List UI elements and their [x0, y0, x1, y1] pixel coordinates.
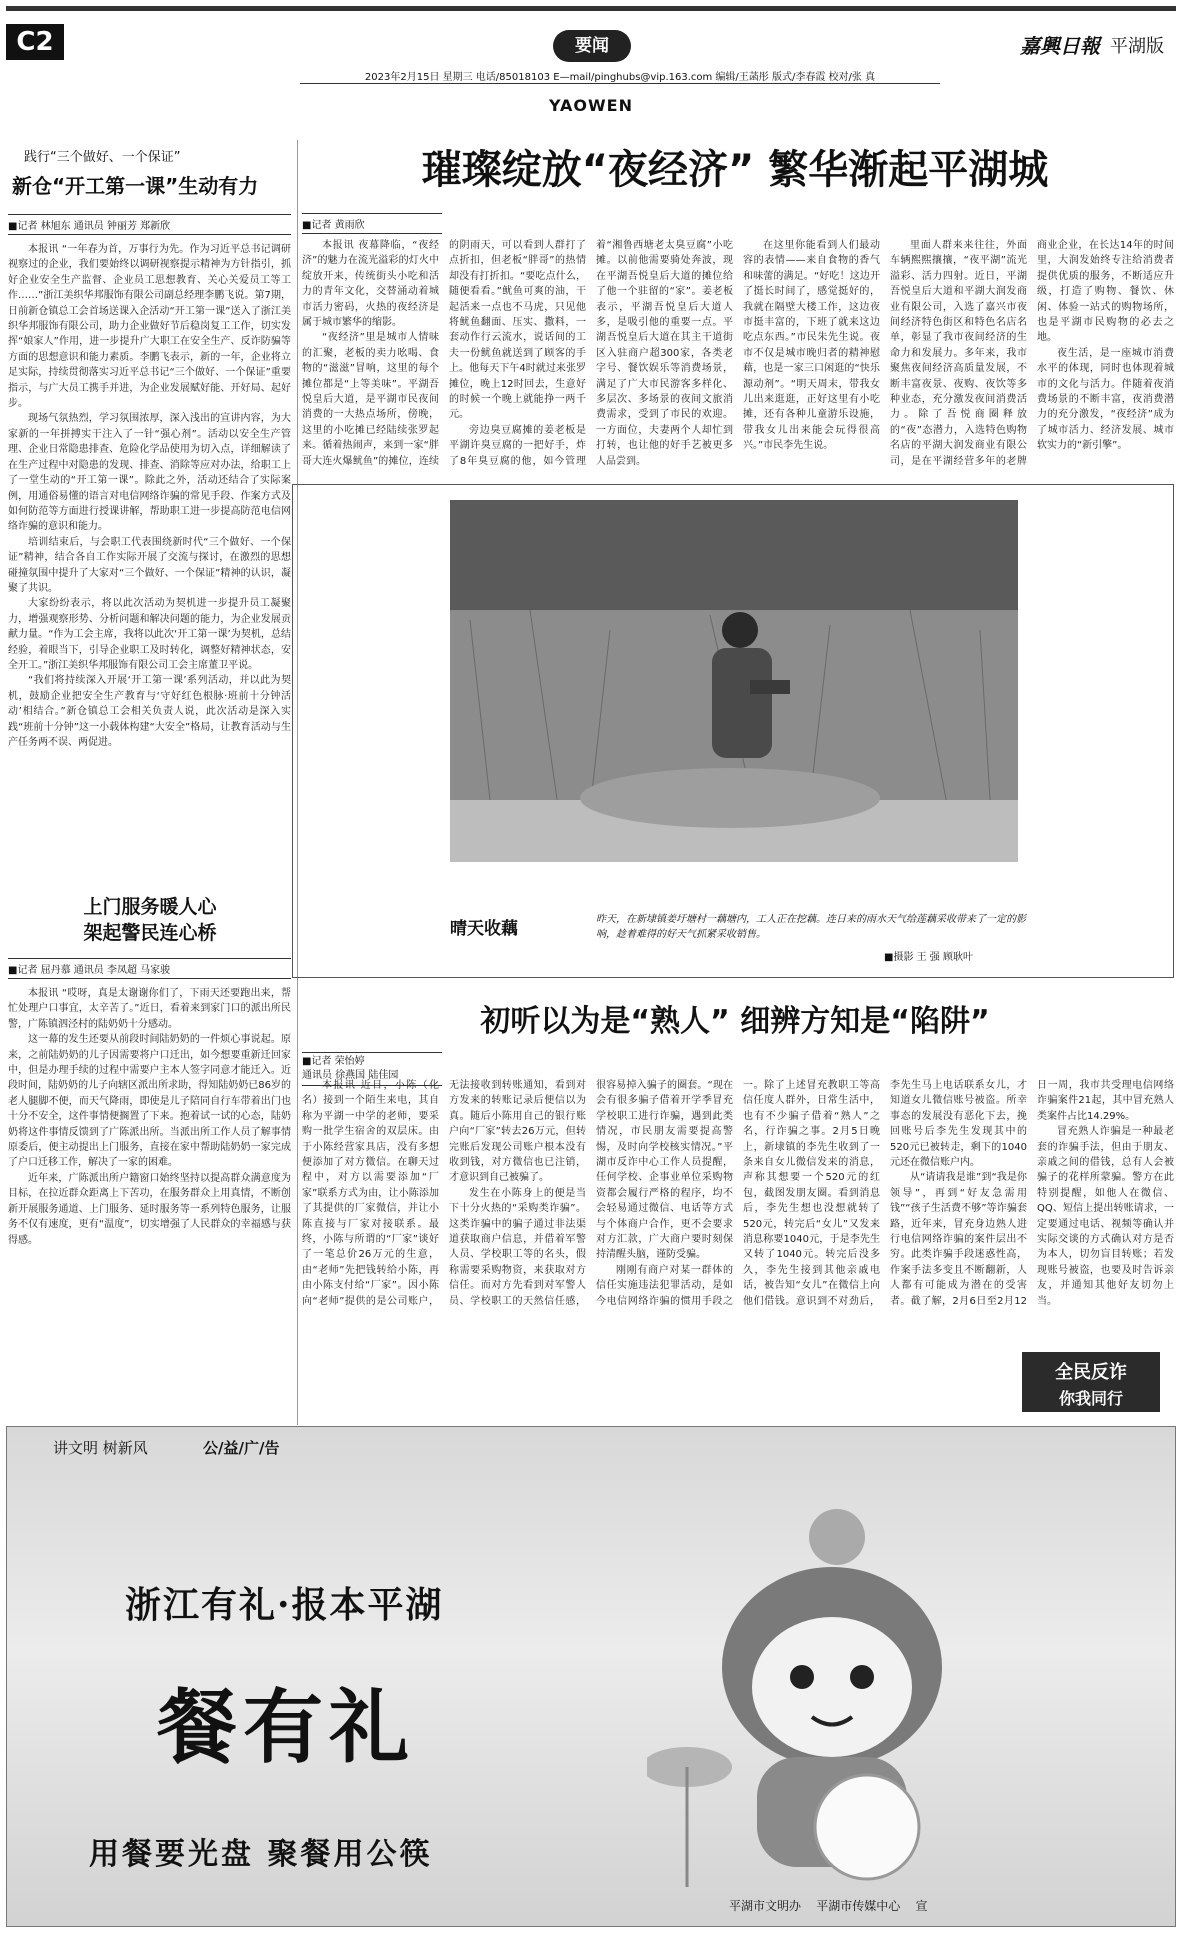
top-rule	[6, 6, 1176, 11]
article3-paragraph: 在这里你能看到人们最动容的表情——来自食物的香气和味蕾的满足。“好吃！这边开了挺长时间了，感觉挺好的，我就在隔壁大楼工作，这边夜市挺丰富的，下班了就来这边吃点东西。”市民朱先生说。夜市不仅是城市晚归者的精神慰藉，也是一家三口闲逛的“快乐源动剂”。“明天周末，带我女儿出来逛逛，正好这里有小吃摊，还有各种儿童游乐设施，带我女儿出来能会玩得很高兴。”市民李先生说。	[743, 240, 880, 452]
article4-title: 初听以为是“熟人” 细辨方知是“陷阱”	[480, 1004, 990, 1039]
dateline: 2023年2月15日 星期三 电话/85018103 E—mail/pinghubs@vip.163.com 编辑/王菡彤 版式/李春霞 校对/张 真	[364, 72, 876, 83]
article3-byline: ■记者 黄雨欣	[302, 213, 442, 234]
ad-label-left: 讲文明 树新风	[53, 1439, 148, 1457]
article1-title: 新仓“开工第一课”生动有力	[12, 174, 259, 198]
article4-paragraph: 从“请请我是谁”到“我是你领导”，再到“好友急需用钱”“孩子生活费不够”等诈骗套路，近年来，冒充身边熟人进行电信网络诈骗的案件层出不穷。此类诈骗手段迷惑性高，作案手法多变且不断翻新，人人都有可能成为潜在的受害者。截了解，2月6日至2月12日一周，我市共受理电信网络诈骗案件21起，其中冒充熟人类案件占比14.29%。	[890, 1080, 1174, 1307]
article3-body	[302, 238, 1174, 470]
article3-paragraph: 旁边臭豆腐摊的姜老板是平湖许臭豆腐的一把好手，炸了8年臭豆腐的他，如今管理着“湘鲁西塘老太臭豆腐”小吃摊。以前他需要骑处奔波，现在平湖吾悦皇后大道的摊位给了他一个驻留的“家”。姜老板表示，平湖吾悦皇后大道人多，是吸引他的重要一点。平湖吾悦皇后大道在其主干道街区入驻商户超300家，各类老字号、餐饮娱乐等消费场景，满足了广大市民游客多样化、多层次、多场景的夜间文旅消费需求，受到了市民的欢迎。一方面位，夫妻两个人却忙到打转，也让他的好手艺被更多人品尝到。	[449, 240, 733, 467]
article2-body	[8, 986, 291, 1420]
photo-illustration	[450, 500, 1018, 862]
article2-paragraph: 这一幕的发生还要从前段时间陆奶奶的一件烦心事说起。原来，之前陆奶奶的儿子因需要将户口迁出，如今想要重新迁回家中，但是办理手续的过程中需要户主本人签字同意才能迁入。近段时间，陆奶奶的儿子向辖区派出所求助，得知陆奶奶已86岁的老人腿脚不便，而天气降雨，即使是儿子陪同自行车带着出门也十分不安全，这件事情便搁置了下来。抱着试一试的心态，陆奶奶将这件事情反馈到了广陈派出所。当派出所工作人员了解事情原委后，便主动提出上门服务，直接在家中帮助陆奶奶一家完成了户口迁移工作，解决了一家的困难。	[8, 1034, 291, 1169]
article4-paragraph: 刚刚有商户对某一群体的信任实施违法犯罪活动，是如今电信网络诈骗的惯用手段之一。除了上述冒充教职工等高信任度人群外，日常生活中，也有不少骗子借着“熟人”之名，行诈骗之事。2月5日晚上，新埭镇的李先生收到了一条来自女儿微信发来的消息，声称其想要一个520元的红包，截图发朋友圈。看到消息后，李先生想也没想就转了520元，转完后“女儿”又发来消息称要1040元，于是李先生又转了1040元。转完后没多久，李先生接到其他亲戚电话，被告知“女儿”在微信上向他们借钱。意识到不对劲后，李先生马上电话联系女儿，才知道女儿微信账号被盗。所幸事态的发展没有恶化下去，挽回账号后李先生发现其中的520元已被转走，剩下的1040元还在微信账户内。	[596, 1080, 1027, 1307]
mascot-illustration	[647, 1467, 1007, 1897]
article3-paragraph: “夜经济”里是城市人情味的汇聚，老板的卖力吆喝、食物的“滋滋”冒响，这里的每个摊位都是“上等美味”。平湖吾悦皇后大道，是平湖市民夜间消费的一大热点场所，傍晚，这里的小吃摊已经陆续张罗起来。循着热闹声，来到一家“胖哥大连火爆鱿鱼”的摊位，连续的阴雨天，可以看到人群打了点折扣，但老板“胖哥”的热情却没有打折扣。“要吃点什么，随便看看。”鱿鱼可爽的油，干起活来一点也不马虎，只见他将鱿鱼翻面、压实、撒料，一套动作行云流水，说话间的工夫一份鱿鱼就送到了顾客的手上。他每天下午4时就过来张罗摊位，晚上12时回去，生意好的时候一个晚上就能挣一两千元。	[302, 240, 586, 467]
edition-label: 平湖版	[1110, 36, 1164, 57]
public-ad	[6, 1426, 1176, 1927]
article1-paragraph: “我们将持续深入开展‘开工第一课’系列活动，并以此为契机，鼓励企业把安全生产教育与‘守好红色根脉·班前十分钟活动’相结合。”新仓镇总工会相关负责人说，此次活动是深入实践“班前十分钟”这一小载体构建“大安全”格局，让教育活动与生产任务两不误、两促进。	[8, 675, 291, 748]
ad-slogan: 用餐要光盘 聚餐用公筷	[89, 1837, 433, 1872]
anti-fraud-badge-line1: 全民反诈	[1055, 1362, 1127, 1383]
lotus-harvest-photo	[450, 500, 1018, 862]
article4-paragraph: 发生在小陈身上的便是当下十分火热的“采购类诈骗”。这类诈骗中的骗子通过非法渠道获取商户信息，并借着军警人员、学校职工等的名头，假称需要采购物资，来获取对方信任。而对方先看到对军警人员、学校职工的天然信任感，很容易掉入骗子的圈套。“现在会有很多骗子借着开学季冒充学校职工进行诈骗，遇到此类情况，市民朋友需要提高警惕，及时向学校核实情况。”平湖市反诈中心工作人员提醒，任何学校、企事业单位采购物资都会履行严格的程序，均不会轻易通过微信、电话等方式与个体商户合作，更不会要求对方汇款，广大商户要时刻保持清醒头脑，谨防受骗。	[449, 1080, 733, 1307]
article4-paragraph: 本报讯 近日，小陈（化名）接到一个陌生来电，其自称为平湖一中学的老师，要采购一批学生宿舍的双层床。由于小陈经营家具店，没有多想便添加了对方微信。在聊天过程中，对方以需要添加“厂家”联系方式为由，让小陈添加了其提供的厂家微信，并让小陈直接与厂家对接联系。最终，小陈与所谓的“厂家”谈好了一笔总价26万元的生意，由“老师”先把钱转给小陈，再由小陈支付给“厂家”。因小陈向“老师”提供的是公司账户，无法接收到转账通知，看到对方发来的转账记录后便信以为真。随后小陈用自己的银行账户向“厂家”转去26万元，但转完账后发现公司账户根本没有收到钱，对方微信也已注销，才意识到自己被骗了。	[302, 1080, 586, 1307]
article2-title-line2: 架起警民连心桥	[83, 922, 217, 944]
masthead-rule	[300, 83, 940, 84]
ad-sponsor: 平湖市文明办 平湖市传媒中心 宣	[729, 1899, 928, 1913]
article3-paragraph: 夜生活，是一座城市消费水平的体现，同时也体现着城市的文化与活力。伴随着夜消费场景的不断丰富，夜消费潜力的充分激发，“夜经济”成为了城市活力、经济发展、城市软实力的“新引擎”。	[1037, 347, 1174, 452]
article4-paragraph: 冒充熟人诈骗是一种最老套的诈骗手法，但由于朋友、亲戚之间的借钱，总有人会被骗子的花样所蒙骗。警方在此特别提醒，如他人在微信、QQ、短信上提出转账请求，一定要通过电话、视频等确认并实际交谈的方式确认对方是否为本人，切勿盲目转账；若发现账号被盗，也要及时告诉亲友，并通知其他好友切勿上当。	[1037, 1126, 1174, 1307]
section-seal: 要闻	[553, 30, 631, 62]
article1-paragraph: 培训结束后，与会职工代表围绕新时代“三个做好、一个保证”精神，结合各自工作实际开展了交流与探讨，在激烈的思想碰撞氛围中提升了大家对“三个做好、一个保证”精神的认识，凝聚了共识。	[8, 536, 291, 594]
article1-paragraph: 本报讯 “一年春为首，万事行为先。作为习近平总书记调研视察过的企业，我们要始终以调研视察提示精神为方针指引，抓好企业安全生产监督、企业员工思想教育、关心关爱员工等工作……”浙江美织华邦服饰有限公司副总经理李鹏飞说。第7期，日前新仓镇总工会首场送课入企活动“开工第一课”送入了浙江美织华邦服饰有限公司，助力企业做好节后稳岗复工工作，切实发挥“娘家人”作用，进一步提升广大职工在安全生产、反诈防骗等方面的思想意识和能力素质。李鹏飞表示，新的一年，企业将立足实际，持续贯彻落实习近平总书记“三个做好、一个保证”重要指示，与广大员工携手并进，为企业发展赋好能、开好局、起好步。	[8, 244, 291, 410]
article2-byline: ■记者 屈丹慕 通讯员 李凤超 马家骏	[8, 958, 291, 979]
photo-caption: 昨天，在新埭镇姜圩塘村一藕塘内，工人正在挖藕。连日来的雨水天气给莲藕采收带来了一定的影响，趁着难得的好天气抓紧采收销售。	[596, 914, 1026, 940]
paper-logo: 嘉興日報	[1020, 34, 1100, 58]
ad-big-title: 餐有礼	[157, 1680, 415, 1774]
article4-byline: ■记者 荣怡婷 通讯员 徐燕国 陆佳园	[302, 1052, 442, 1086]
ad-label-right: 公/益/广/告	[203, 1439, 280, 1457]
photo-title: 晴天收藕	[450, 919, 518, 939]
article1-paragraph: 大家纷纷表示，将以此次活动为契机进一步提升员工凝聚力，增强观察形势、分析问题和解决问题的能力，为企业发展贡献力量。“作为工会主席，我将以此次‘开工第一课’为契机，总结经验，着眼当下，引导企业职工及时转化，调整好精神状态，安全开工。”浙江美织华邦服饰有限公司工会主席董卫平说。	[8, 598, 291, 671]
article1-byline: ■记者 林旭东 通讯员 钟丽芳 郑新欣	[8, 214, 291, 235]
article1-body	[8, 242, 291, 888]
ad-headline: 浙江有礼·报本平湖	[125, 1584, 444, 1626]
article1-kicker: 践行“三个做好、一个保证”	[24, 150, 181, 165]
article3-paragraph: 本报讯 夜幕降临，“夜经济”的魅力在流光溢彩的灯火中绽放开来，传统街头小吃和活力的青年文化，交替涌动着城市活力密码，火热的夜经济是属于城市繁华的缩影。	[302, 240, 439, 329]
anti-fraud-badge	[1022, 1352, 1160, 1412]
anti-fraud-badge-line2: 你我同行	[1058, 1389, 1123, 1408]
article2-paragraph: 本报讯 “哎呀，真是太谢谢你们了，下雨天还要跑出来，帮忙处理户口事宜，太辛苦了。”近日，看着来到家门口的派出所民警，广陈镇泗泾村的陆奶奶十分感动。	[8, 988, 291, 1030]
photo-credit: ■摄影 王 强 顾耿叶	[884, 952, 973, 963]
article2-paragraph: 近年来，广陈派出所户籍窗口始终坚持以提高群众满意度为目标，在拉近群众距离上下苦功，在服务群众上用真情，不断创新开展服务通道、上门服务、延时服务等一系列特色服务，让服务不仅有速度，更有“温度”，切实增强了人民群众的幸福感与获得感。	[8, 1172, 291, 1246]
section-english: YAOWEN	[548, 96, 633, 115]
article2-title-line1: 上门服务暖人心	[83, 896, 217, 918]
article1-paragraph: 现场气氛热烈，学习氛围浓厚，深入浅出的宣讲内容，为大家新的一年拼搏实干注入了一针“强心剂”。活动以安全生产管理、企业日常隐患排查、危险化学品使用为切入点，详细解读了在生产过程中对隐患的发现、排查、消除等应对办法，给职工上了一堂生动的“开工第一课”。除此之外，活动还结合了实际案例，用通俗易懂的语言对电信网络诈骗的常见手段、作案方式及如何防范等方面进行授课讲解，帮助职工进一步提高防范电信网络诈骗的意识和能力。	[8, 413, 291, 533]
page-number: C2	[6, 24, 64, 60]
article3-title: 璀璨绽放“夜经济” 繁华渐起平湖城	[421, 147, 1049, 193]
article3-paragraph: 里面人群来来往往，外面车辆熙熙攘攘，“夜平湖”流光溢彩、活力四射。近日，平湖吾悦皇后大道和平湖大润发商业有限公司，入选了嘉兴市夜间经济特色街区和特色名店名单，彰显了我市夜间经济的生命力和发展力。多年来，我市聚焦夜间经济高质量发展，不断丰富夜景、夜购、夜饮等多种业态，充分激发夜间消费活力。除了吾悦商圈释放的“夜”态潜力，入选特色购物名店的平湖大润发商业有限公司，是在平湖经营多年的老牌商业企业，在长达14年的时间里，大润发始终专注给消费者提供优质的服务，不断适应升级，打造了购物、餐饮、休闲、体验一站式的购物场所，也是平湖市民购物的必去之地。	[890, 240, 1174, 467]
